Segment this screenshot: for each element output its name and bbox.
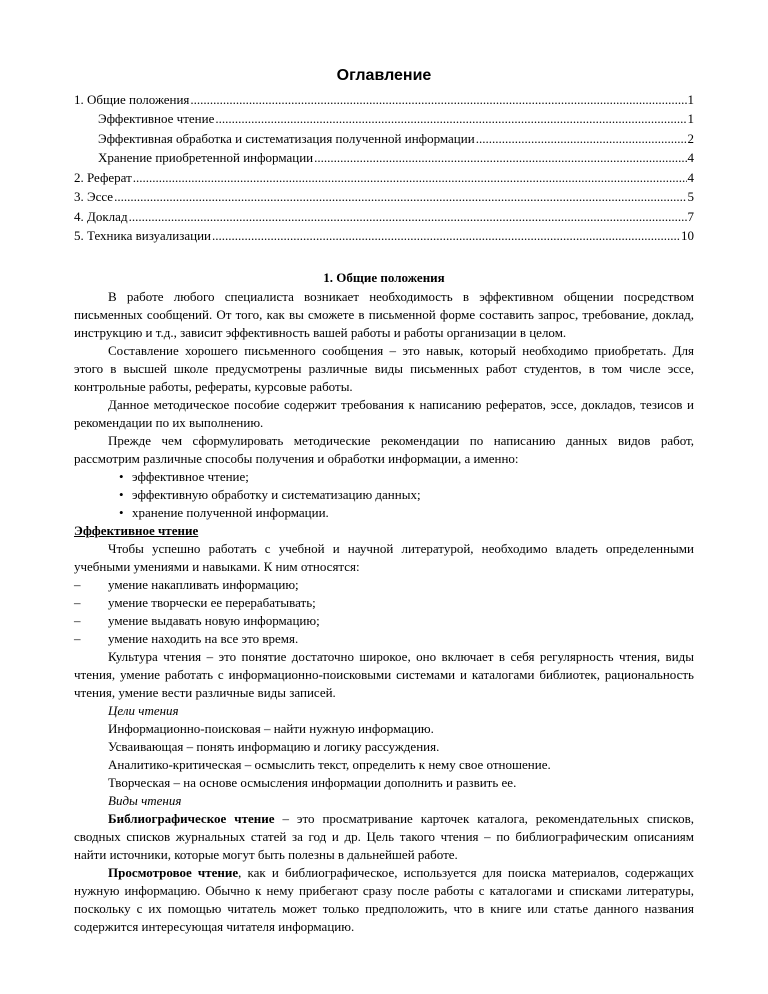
section-heading: 1. Общие положения [323,270,445,285]
definition-text: , как и библиографическое, используется для поиска материалов, содержащих нужную информацию. Обычно к нему прибегают сразу после работы с каталогами и списками литературы, поскольку с их помощью читатель может только предположить, что в книге или статье данного названия содержится интересующая читателя информацию. [74,865,695,934]
paragraph: Прежде чем сформулировать методические рекомендации по написанию данных видов работ, рассмотрим различные способы получения и обработки информации, а именно: [74,433,694,466]
toc-entry[interactable] [74,226,694,245]
toc-leader-dots [129,207,687,226]
paragraph: Культура чтения – это понятие достаточно широкое, оно включает в себя регулярность чтения, виды чтения, умение работать с информационно-поисковыми системами и каталогами библиотек, рациональность чтения, умение вести различные виды записей. [74,649,694,700]
term-browse-reading: Просмотровое чтение [108,865,239,880]
toc-entry[interactable] [74,148,694,167]
goal-item: Творческая – на основе осмысления информации дополнить и развить ее. [108,775,517,790]
bullet-list [74,468,694,522]
goal-item: Усваивающая – понять информацию и логику рассуждения. [108,739,440,754]
toc-entry-label: Хранение приобретенной информации [98,150,314,166]
types-title: Виды чтения [108,793,182,808]
toc-entry[interactable] [74,168,694,187]
goals-title: Цели чтения [108,703,179,718]
toc-entry-page: 2 [687,130,694,146]
toc-entry-label: Эффективное чтение [98,111,215,127]
toc-entry-page: 1 [687,111,694,127]
paragraph: Данное методическое пособие содержит требования к написанию рефератов, эссе, докладов, тезисов и рекомендации по их выполнению. [74,397,694,430]
term-bibliographic-reading: Библиографическое чтение [108,811,275,826]
toc-entry-label: 4. Доклад [74,208,128,224]
toc-entry[interactable] [74,129,694,148]
document-body [74,268,694,936]
paragraph [74,864,694,936]
toc-entry-page: 4 [687,150,694,166]
toc-leader-dots [476,129,687,148]
paragraph: Чтобы успешно работать с учебной и научной литературой, необходимо владеть определенными учебными умениями и навыками. К ним относятся: [74,541,694,574]
goal-item: Аналитико-критическая – осмыслить текст, определить к нему свое отношение. [108,757,551,772]
toc-entry[interactable] [74,90,694,109]
toc-entry-label: 1. Общие положения [74,92,190,107]
subsection-heading: Эффективное чтение [74,523,199,538]
paragraph [74,810,694,864]
toc-entry-page: 1 [687,92,694,107]
toc-leader-dots [114,187,686,206]
toc-entry-label: 5. Техника визуализации [74,227,211,243]
toc-entry-label: 2. Реферат [74,169,132,185]
toc-leader-dots [190,90,686,109]
toc-entry-label: Эффективная обработка и систематизация полученной информации [98,130,475,146]
toc-entry[interactable] [74,109,694,128]
toc-entry-page: 5 [687,189,694,205]
definition-text: – это просматривание карточек каталога, рекомендательных списков, сводных списков журнальных статей за год и др. Цель такого чтения – по библиографическим описаниям найти источники, которые могут быть полезны в дальнейшей работе. [74,811,694,862]
toc-entry-page: 10 [681,227,694,243]
toc-entry-page: 7 [687,208,694,224]
toc-leader-dots [212,226,680,245]
goal-item: Информационно-поисковая – найти нужную информацию. [108,721,434,736]
dash-item: – умение выдавать новую информацию; [74,612,694,630]
table-of-contents [74,90,694,245]
toc-leader-dots [215,109,686,128]
toc-entry-label: 3. Эссе [74,189,114,205]
toc-entry[interactable] [74,207,694,226]
toc-title: Оглавление [336,67,432,84]
bullet-item: • хранение полученной информации. [74,504,694,522]
paragraph: В работе любого специалиста возникает необходимость в эффективном общении посредством письменных сообщений. От того, как вы сможете в письменной форме составить запрос, требование, доклад, инструкцию и т.д., зависит эффективность вашей работы и работы организации в целом. [74,289,694,340]
bullet-item: • эффективное чтение; [74,468,694,486]
toc-leader-dots [314,148,686,167]
dash-item: – умение накапливать информацию; [74,576,694,594]
bullet-item: • эффективную обработку и систематизацию данных; [74,486,694,504]
dash-list [74,576,694,648]
dash-item: – умение находить на все это время. [74,630,694,648]
dash-item: – умение творчески ее перерабатывать; [74,594,694,612]
toc-leader-dots [133,168,687,187]
toc-entry-page: 4 [687,169,694,185]
toc-entry[interactable] [74,187,694,206]
paragraph: Составление хорошего письменного сообщения – это навык, который необходимо приобретать. Для этого в высшей школе предусмотрены различные виды письменных работ студентов, в том числе эссе, контрольные работы, рефераты, курсовые работы. [74,343,694,394]
